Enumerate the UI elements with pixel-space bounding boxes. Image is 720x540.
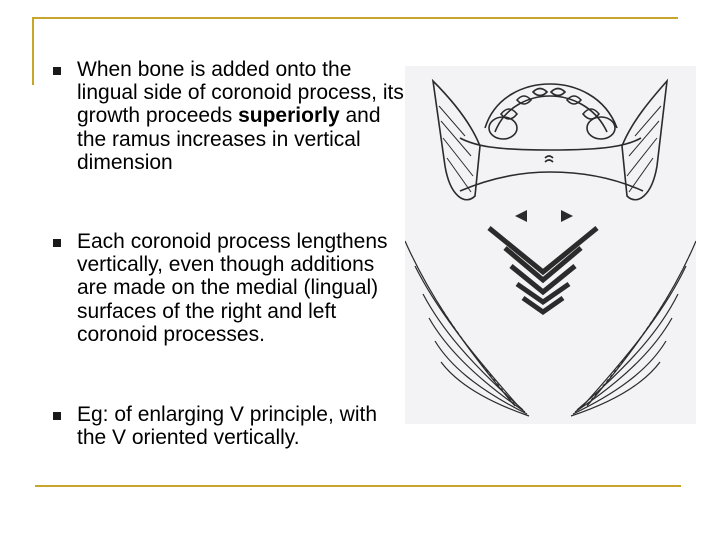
bullet-1-text-part-1: When bone is added onto the lingual side of coronoid process, its growth proceeds: [77, 58, 404, 128]
bullet-1-text-part-2: and the ramus increases in vertical dimension: [77, 104, 381, 174]
top-rule: [32, 17, 678, 19]
mandible-v-principle-diagram-icon: [405, 66, 696, 424]
bullet-text-1: [77, 58, 407, 174]
bullet-text-2: Each coronoid process lengthens vertically, even though additions are made on the medial (lingual) surfaces of the right and left coronoid processes.: [77, 230, 388, 346]
square-bullet-icon: [53, 239, 61, 247]
square-bullet-icon: [53, 67, 61, 75]
bullet-text-3: Eg: of enlarging V principle, with the V oriented vertically.: [77, 403, 377, 450]
square-bullet-icon: [53, 412, 61, 420]
left-rule: [32, 17, 34, 85]
bottom-rule: [35, 485, 681, 487]
bullet-1-emphasis: superiorly: [238, 104, 340, 128]
